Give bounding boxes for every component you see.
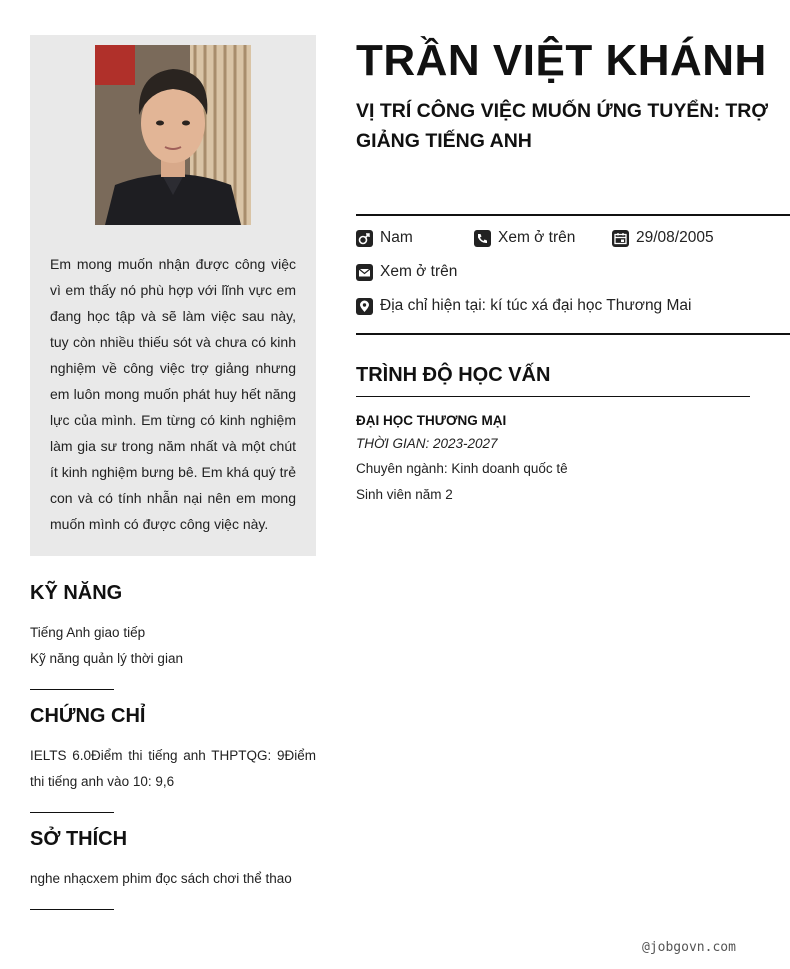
birthday-value: 29/08/2005 [636,229,714,246]
contact-gender [356,229,413,247]
skills-divider [30,689,114,690]
school-name: ĐẠI HỌC THƯƠNG MẠI [356,413,507,428]
hobbies-divider [30,909,114,910]
gender-icon [356,230,373,247]
phone-value: Xem ở trên [498,229,576,246]
career-objective: Em mong muốn nhận được công việc vì em thấy nó phù hợp với lĩnh vực em đang học tập và sẽ làm việc sau này, tuy còn nhiều thiếu sót và chưa có kinh nghiệm về công việc trợ giảng nhưng em luôn mong muốn phát huy hết năng lực của mình. Em từng có kinh nghiệm làm gia sư trong năm nhất và một chút ít kinh nghiệm bưng bê. Em khá quý trẻ con và có tính nhẫn nại nên em mong muốn mình có được công việc này. [50,256,296,532]
contact-address [356,297,691,315]
skill-item: Tiếng Anh giao tiếp [30,625,146,640]
skill-item: Kỹ năng quản lý thời gian [30,651,183,666]
calendar-icon [612,230,629,247]
certificate-line-2: thi tiếng anh vào 10: 9,6 [30,774,175,789]
contact-bottom-divider [356,333,790,335]
gender-value: Nam [380,229,413,246]
profile-panel [30,35,316,556]
watermark: @jobgovn.com [642,940,736,955]
contact-birthday [612,229,714,247]
study-year: Sinh viên năm 2 [356,487,453,502]
certificates-title: CHỨNG CHỈ [30,705,146,727]
email-value: Xem ở trên [380,263,458,280]
candidate-name: TRẦN VIỆT KHÁNH [356,36,767,85]
education-divider [356,396,750,397]
avatar [95,45,251,225]
education-title: TRÌNH ĐỘ HỌC VẤN [356,364,551,386]
certificate-line-1: IELTS 6.0Điểm thi tiếng anh THPTQG: 9Điểm [30,748,316,763]
desired-position: VỊ TRÍ CÔNG VIỆC MUỐN ỨNG TUYỂN: TRỢ GIẢNG TIẾNG ANH [356,100,768,152]
location-icon [356,298,373,315]
major: Chuyên ngành: Kinh doanh quốc tê [356,461,568,476]
skills-title: KỸ NĂNG [30,582,123,604]
certificates-divider [30,812,114,813]
hobbies-text: nghe nhạcxem phim đọc sách chơi thể thao [30,871,292,886]
hobbies-title: SỞ THÍCH [30,828,128,850]
address-value: Địa chỉ hiện tại: kí túc xá đại học Thương Mai [380,297,692,314]
contact-top-divider [356,214,790,216]
contact-phone [474,229,575,247]
email-icon [356,264,373,281]
phone-icon [474,230,491,247]
study-period: THỜI GIAN: 2023-2027 [356,436,498,451]
contact-email [356,263,457,281]
